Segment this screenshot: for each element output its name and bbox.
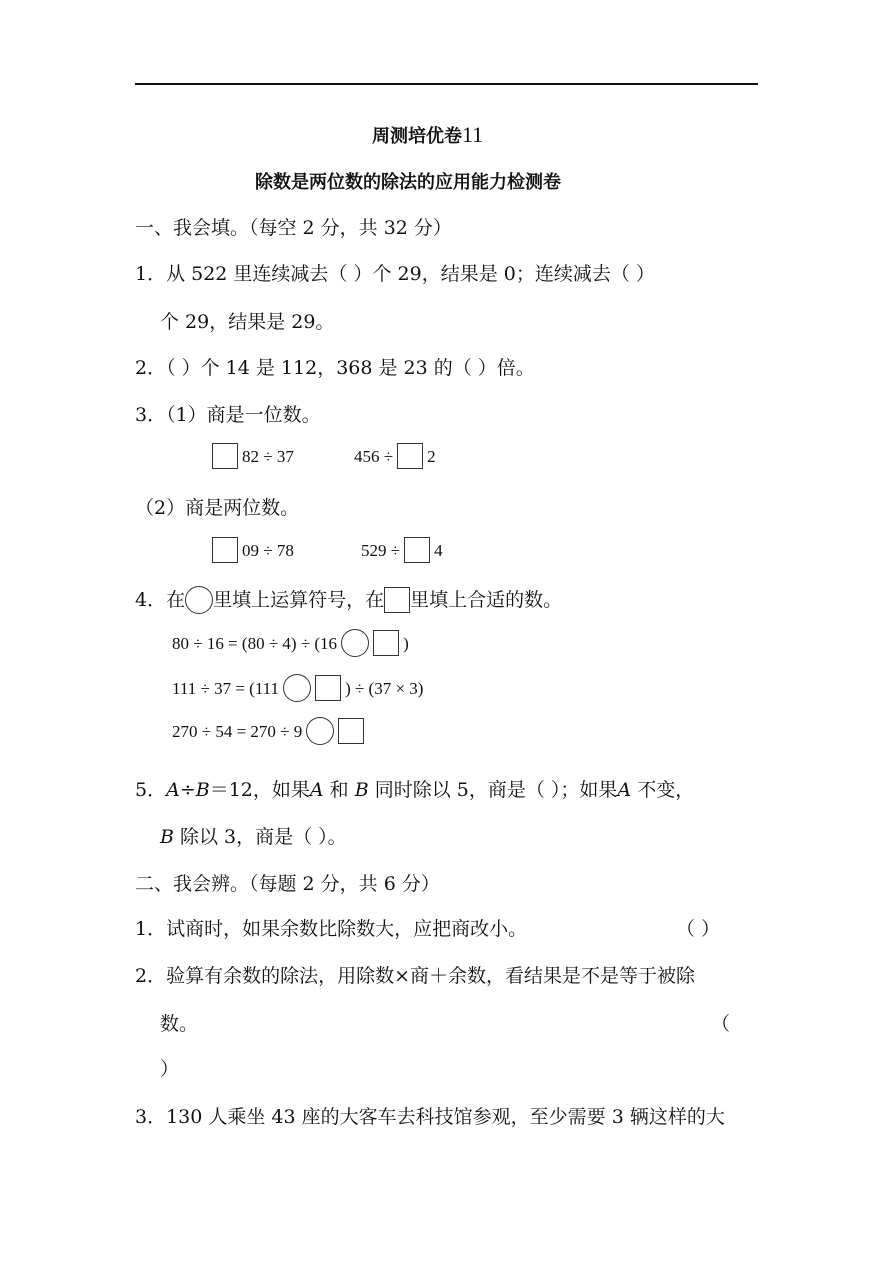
question-3-sub-2: （2）商是两位数。 bbox=[135, 497, 300, 519]
question-4-row-3: 270 ÷ 54 = 270 ÷ 9 bbox=[172, 717, 364, 745]
question-2: 2．（ ）个 14 是 112，368 是 23 的（ ）倍。 bbox=[135, 357, 535, 379]
question-4-row-2: 111 ÷ 37 = (111 ) ÷ (37 × 3) bbox=[172, 674, 423, 702]
question-5-line-1: 5．A÷B＝12，如果A 和 B 同时除以 5，商是（ ）；如果A 不变， bbox=[135, 779, 695, 801]
question-3-row-2a: 09 ÷ 78 bbox=[212, 537, 294, 563]
circle-symbol-icon bbox=[185, 586, 213, 614]
question-3-row-2b: 529 ÷ 4 bbox=[361, 537, 443, 563]
question-1-line-1: 1．从 522 里连续减去（ ）个 29，结果是 0；连续减去（ ） bbox=[135, 263, 655, 285]
judge-question-2-line-2: 数。 bbox=[160, 1013, 199, 1035]
page-title: 周测培优卷11 bbox=[372, 122, 484, 147]
question-1-line-2: 个 29，结果是 29。 bbox=[160, 311, 335, 333]
operator-circle[interactable] bbox=[306, 717, 334, 745]
question-5-line-2: B 除以 3，商是（ ）。 bbox=[160, 826, 347, 848]
judge-answer-paren-close-2[interactable]: ） bbox=[160, 1058, 180, 1080]
answer-box[interactable] bbox=[212, 537, 238, 563]
judge-question-3-line-1: 3．130 人乘坐 43 座的大客车去科技馆参观，至少需要 3 辆这样的大 bbox=[135, 1106, 725, 1128]
answer-box[interactable] bbox=[397, 443, 423, 469]
judge-answer-paren-open-2[interactable]: （ bbox=[711, 1013, 731, 1035]
question-3-row-1a: 82 ÷ 37 bbox=[212, 443, 294, 469]
question-4-row-1: 80 ÷ 16 = (80 ÷ 4) ÷ (16 ) bbox=[172, 629, 409, 657]
section1-heading: 一、我会填。（每空 2 分，共 32 分） bbox=[135, 217, 452, 239]
question-3-row-1b: 456 ÷ 2 bbox=[354, 443, 436, 469]
judge-question-2-line-1: 2．验算有余数的除法，用除数×商＋余数，看结果是不是等于被除 bbox=[135, 965, 696, 987]
answer-box[interactable] bbox=[373, 630, 399, 656]
section2-heading: 二、我会辨。（每题 2 分，共 6 分） bbox=[135, 873, 440, 895]
judge-answer-parens-1[interactable]: （ ） bbox=[676, 918, 721, 940]
square-symbol-icon bbox=[384, 587, 410, 613]
page-subtitle: 除数是两位数的除法的应用能力检测卷 bbox=[255, 172, 561, 193]
answer-box[interactable] bbox=[404, 537, 430, 563]
operator-circle[interactable] bbox=[283, 674, 311, 702]
question-3-heading: 3．（1）商是一位数。 bbox=[135, 404, 321, 426]
answer-box[interactable] bbox=[315, 675, 341, 701]
top-rule bbox=[135, 83, 758, 85]
answer-box[interactable] bbox=[338, 718, 364, 744]
operator-circle[interactable] bbox=[341, 629, 369, 657]
judge-question-1: 1．试商时，如果余数比除数大，应把商改小。 bbox=[135, 918, 528, 940]
answer-box[interactable] bbox=[212, 443, 238, 469]
question-4-heading: 4．在 里填上运算符号，在 里填上合适的数。 bbox=[135, 586, 562, 614]
